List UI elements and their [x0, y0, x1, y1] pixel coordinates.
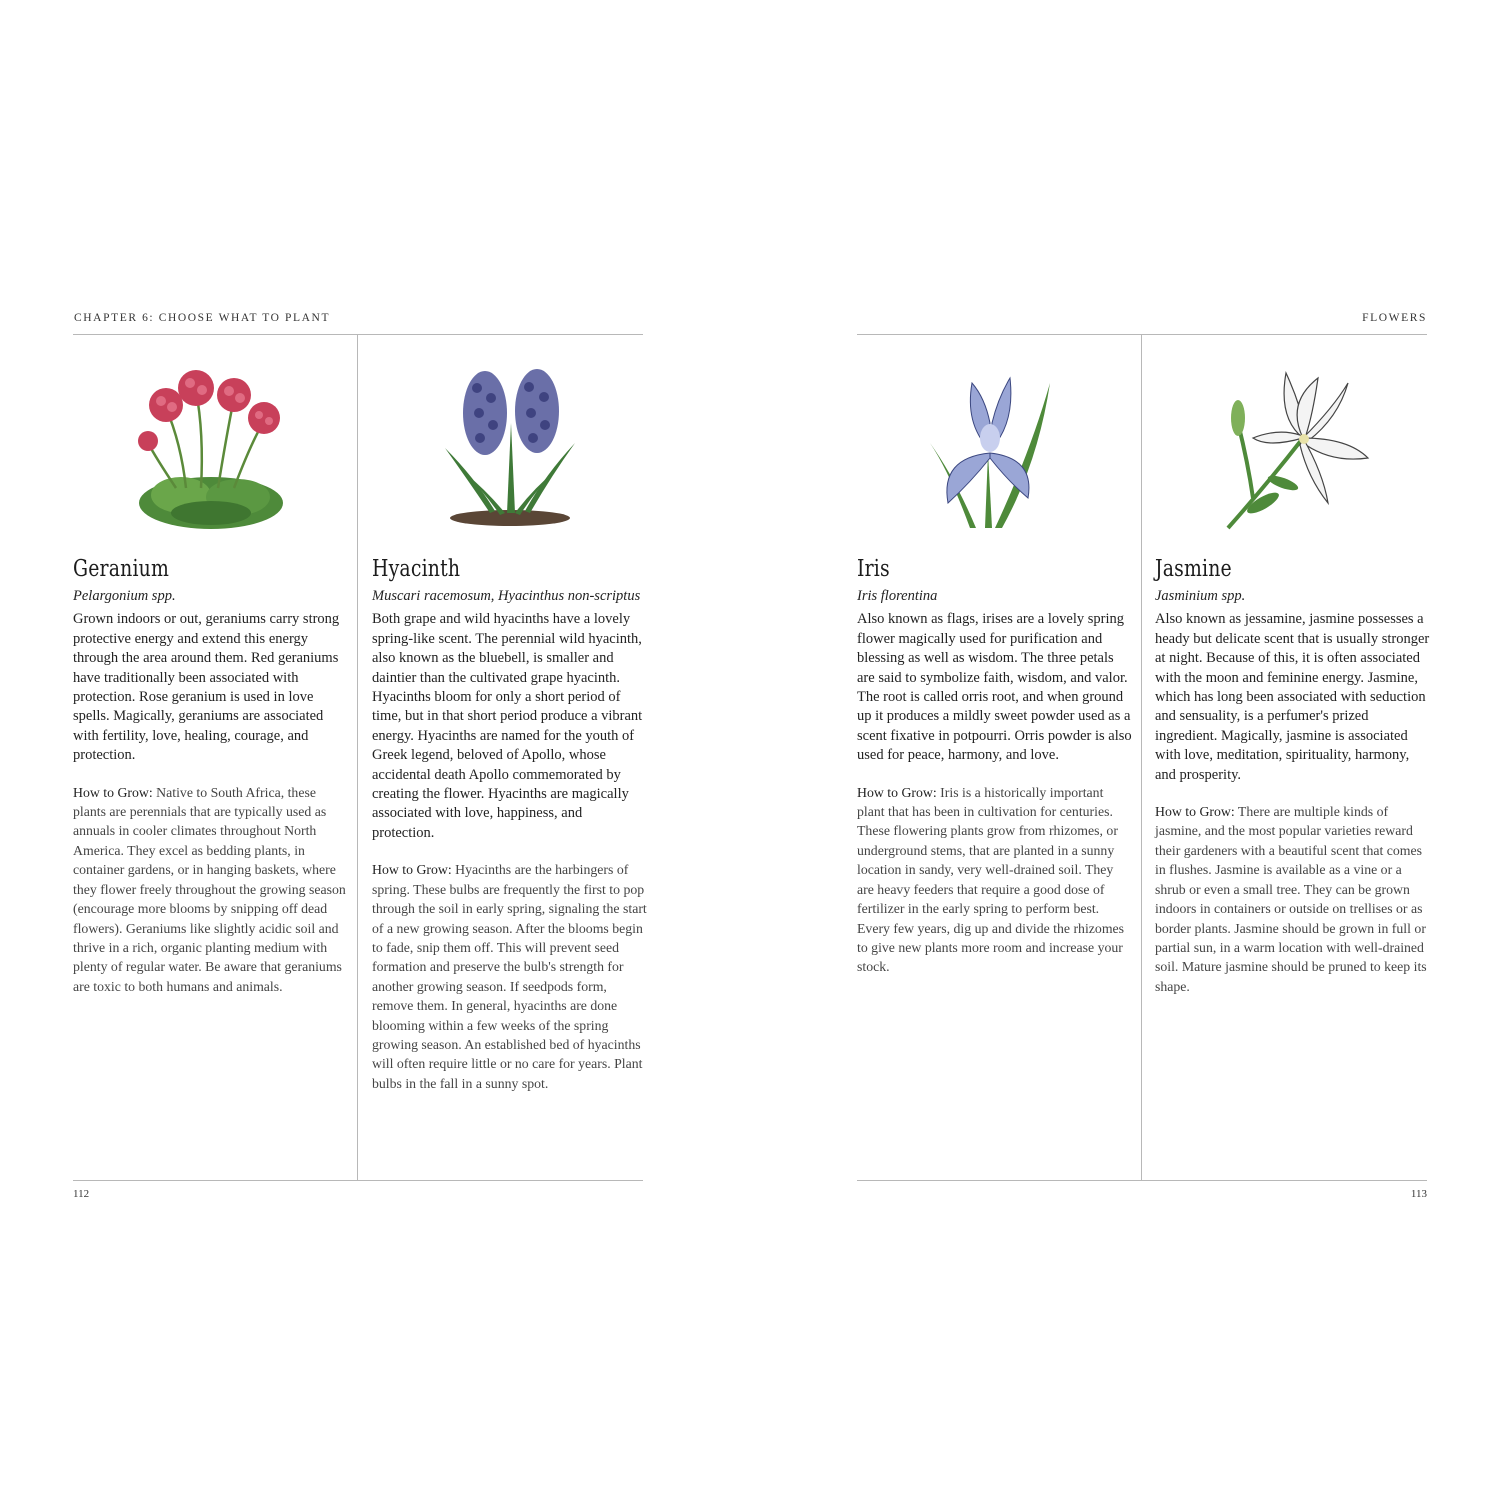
entry-description: Also known as flags, irises are a lovely spring flower magically used for purification and blessing as well as wisdom. The three petals are said to symbolize faith, wisdom, and valor. The root is called orris root, and when ground up it produces a mildly sweet powder used as a scent fixative in potpourri. Orris powder is also used for peace, harmony, and love.	[857, 611, 1132, 764]
entry-description: Grown indoors or out, geraniums carry strong protective energy and extend this energy through the area around them. Red geraniums have traditionally been associated with protection. Rose geranium is used in love spells. Magically, geraniums are associated with fertility, love, healing, courage, and protection.	[73, 611, 340, 764]
hyacinth-illustration	[372, 355, 647, 540]
latin-name: Pelargonium spp.	[73, 588, 176, 604]
entry-hyacinth	[372, 355, 647, 1093]
bottom-rule-left	[73, 1180, 643, 1181]
how-to-grow-text: There are multiple kinds of jasmine, and the most popular varieties reward their gardeners with a beautiful scent that comes in flushes. Jasmine is available as a vine or a shrub or even a small tree. They can be grown indoors in containers or outside on trellises or as border plants. Jasmine should be grown in full or partial sun, in a warm location with well-drained soil. Mature jasmine should be pruned to keep its shape.	[1155, 804, 1427, 994]
iris-illustration	[857, 355, 1132, 540]
page-number-right: 113	[1410, 1188, 1427, 1200]
jasmine-illustration	[1155, 355, 1430, 540]
running-head-left: CHAPTER 6: CHOOSE WHAT TO PLANT	[74, 312, 331, 324]
column-divider-right	[1141, 334, 1142, 1180]
entry-title: Iris	[857, 556, 890, 582]
latin-name: Iris florentina	[857, 588, 938, 604]
entry-title: Jasmine	[1155, 556, 1232, 582]
bottom-rule-right	[857, 1180, 1427, 1181]
how-to-grow-text: Native to South Africa, these plants are perennials that are typically used as annuals in cooler climates throughout North America. They excel as bedding plants, in container gardens, or in hanging baskets, where they flower freely throughout the growing season (encourage more blooms by snipping off dead flowers). Geraniums like slightly acidic soil and thrive in a rich, organic planting medium with plenty of regular water. Be aware that geraniums are toxic to both humans and animals.	[73, 784, 346, 994]
entry-description: Both grape and wild hyacinths have a lovely spring-like scent. The perennial wild hyacinth, also known as the bluebell, is smaller and daintier than the cultivated grape hyacinth. Hyacinths bloom for only a short period of time, but in that short period produce a vibrant energy. Hyacinths are named for the youth of Greek legend, beloved of Apollo, whose accidental death Apollo commemorated by creating the flower. Hyacinths are magically associated with love, happiness, and protection.	[372, 611, 643, 841]
page-number-left: 112	[73, 1188, 90, 1200]
how-to-grow	[73, 783, 348, 996]
top-rule-left	[73, 334, 643, 335]
geranium-icon	[126, 363, 296, 533]
entry-iris	[857, 355, 1132, 977]
jasmine-icon	[1208, 363, 1378, 533]
iris-icon	[910, 363, 1080, 533]
how-to-grow	[1155, 802, 1430, 996]
entry-title: Hyacinth	[372, 556, 461, 582]
entry-geranium	[73, 355, 348, 996]
geranium-illustration	[73, 355, 348, 540]
how-to-grow-text: Hyacinths are the harbingers of spring. These bulbs are frequently the first to pop through the soil in early spring, signaling the start of a new growing season. After the blooms begin to fade, snip them off. This will prevent seed formation and preserve the bulb's strength for another growing season. If seedpods form, remove them. In general, hyacinths are done blooming within a few weeks of the spring growing season. An established bed of hyacinths will often require little or no care for years. Plant bulbs in the fall in a sunny spot.	[372, 862, 647, 1091]
column-divider-left	[357, 334, 358, 1180]
how-to-grow	[372, 860, 647, 1093]
top-rule-right	[857, 334, 1427, 335]
how-to-grow-label: How to Grow:	[73, 784, 153, 800]
entry-jasmine	[1155, 355, 1430, 996]
how-to-grow-text: Iris is a historically important plant that has been in cultivation for centuries. These flowering plants grow from rhizomes, or underground stems, that are planted in a sunny location in sandy, very well-drained soil. They are heavy feeders that require a good dose of fertilizer in the early spring to perform best. Every few years, dig up and divide the rhizomes to give new plants more room and increase your stock.	[857, 784, 1125, 975]
latin-name: Jasminium spp.	[1155, 588, 1246, 604]
how-to-grow-label: How to Grow:	[372, 862, 452, 878]
running-head-right: FLOWERS	[1362, 312, 1427, 324]
hyacinth-icon	[425, 363, 595, 533]
how-to-grow	[857, 783, 1132, 977]
entry-description: Also known as jessamine, jasmine possesses a heady but delicate scent that is usually stronger at night. Because of this, it is often associated with the moon and feminine energy. Jasmine, which has long been associated with seduction and sensuality, is a perfumer's prized ingredient. Magically, jasmine is associated with love, meditation, spirituality, harmony, and prosperity.	[1155, 611, 1430, 783]
how-to-grow-label: How to Grow:	[1155, 804, 1235, 820]
entry-title: Geranium	[73, 556, 170, 582]
how-to-grow-label: How to Grow:	[857, 784, 937, 800]
latin-name: Muscari racemosum, Hyacinthus non-scriptus	[372, 588, 641, 604]
right-page	[750, 0, 1500, 1500]
